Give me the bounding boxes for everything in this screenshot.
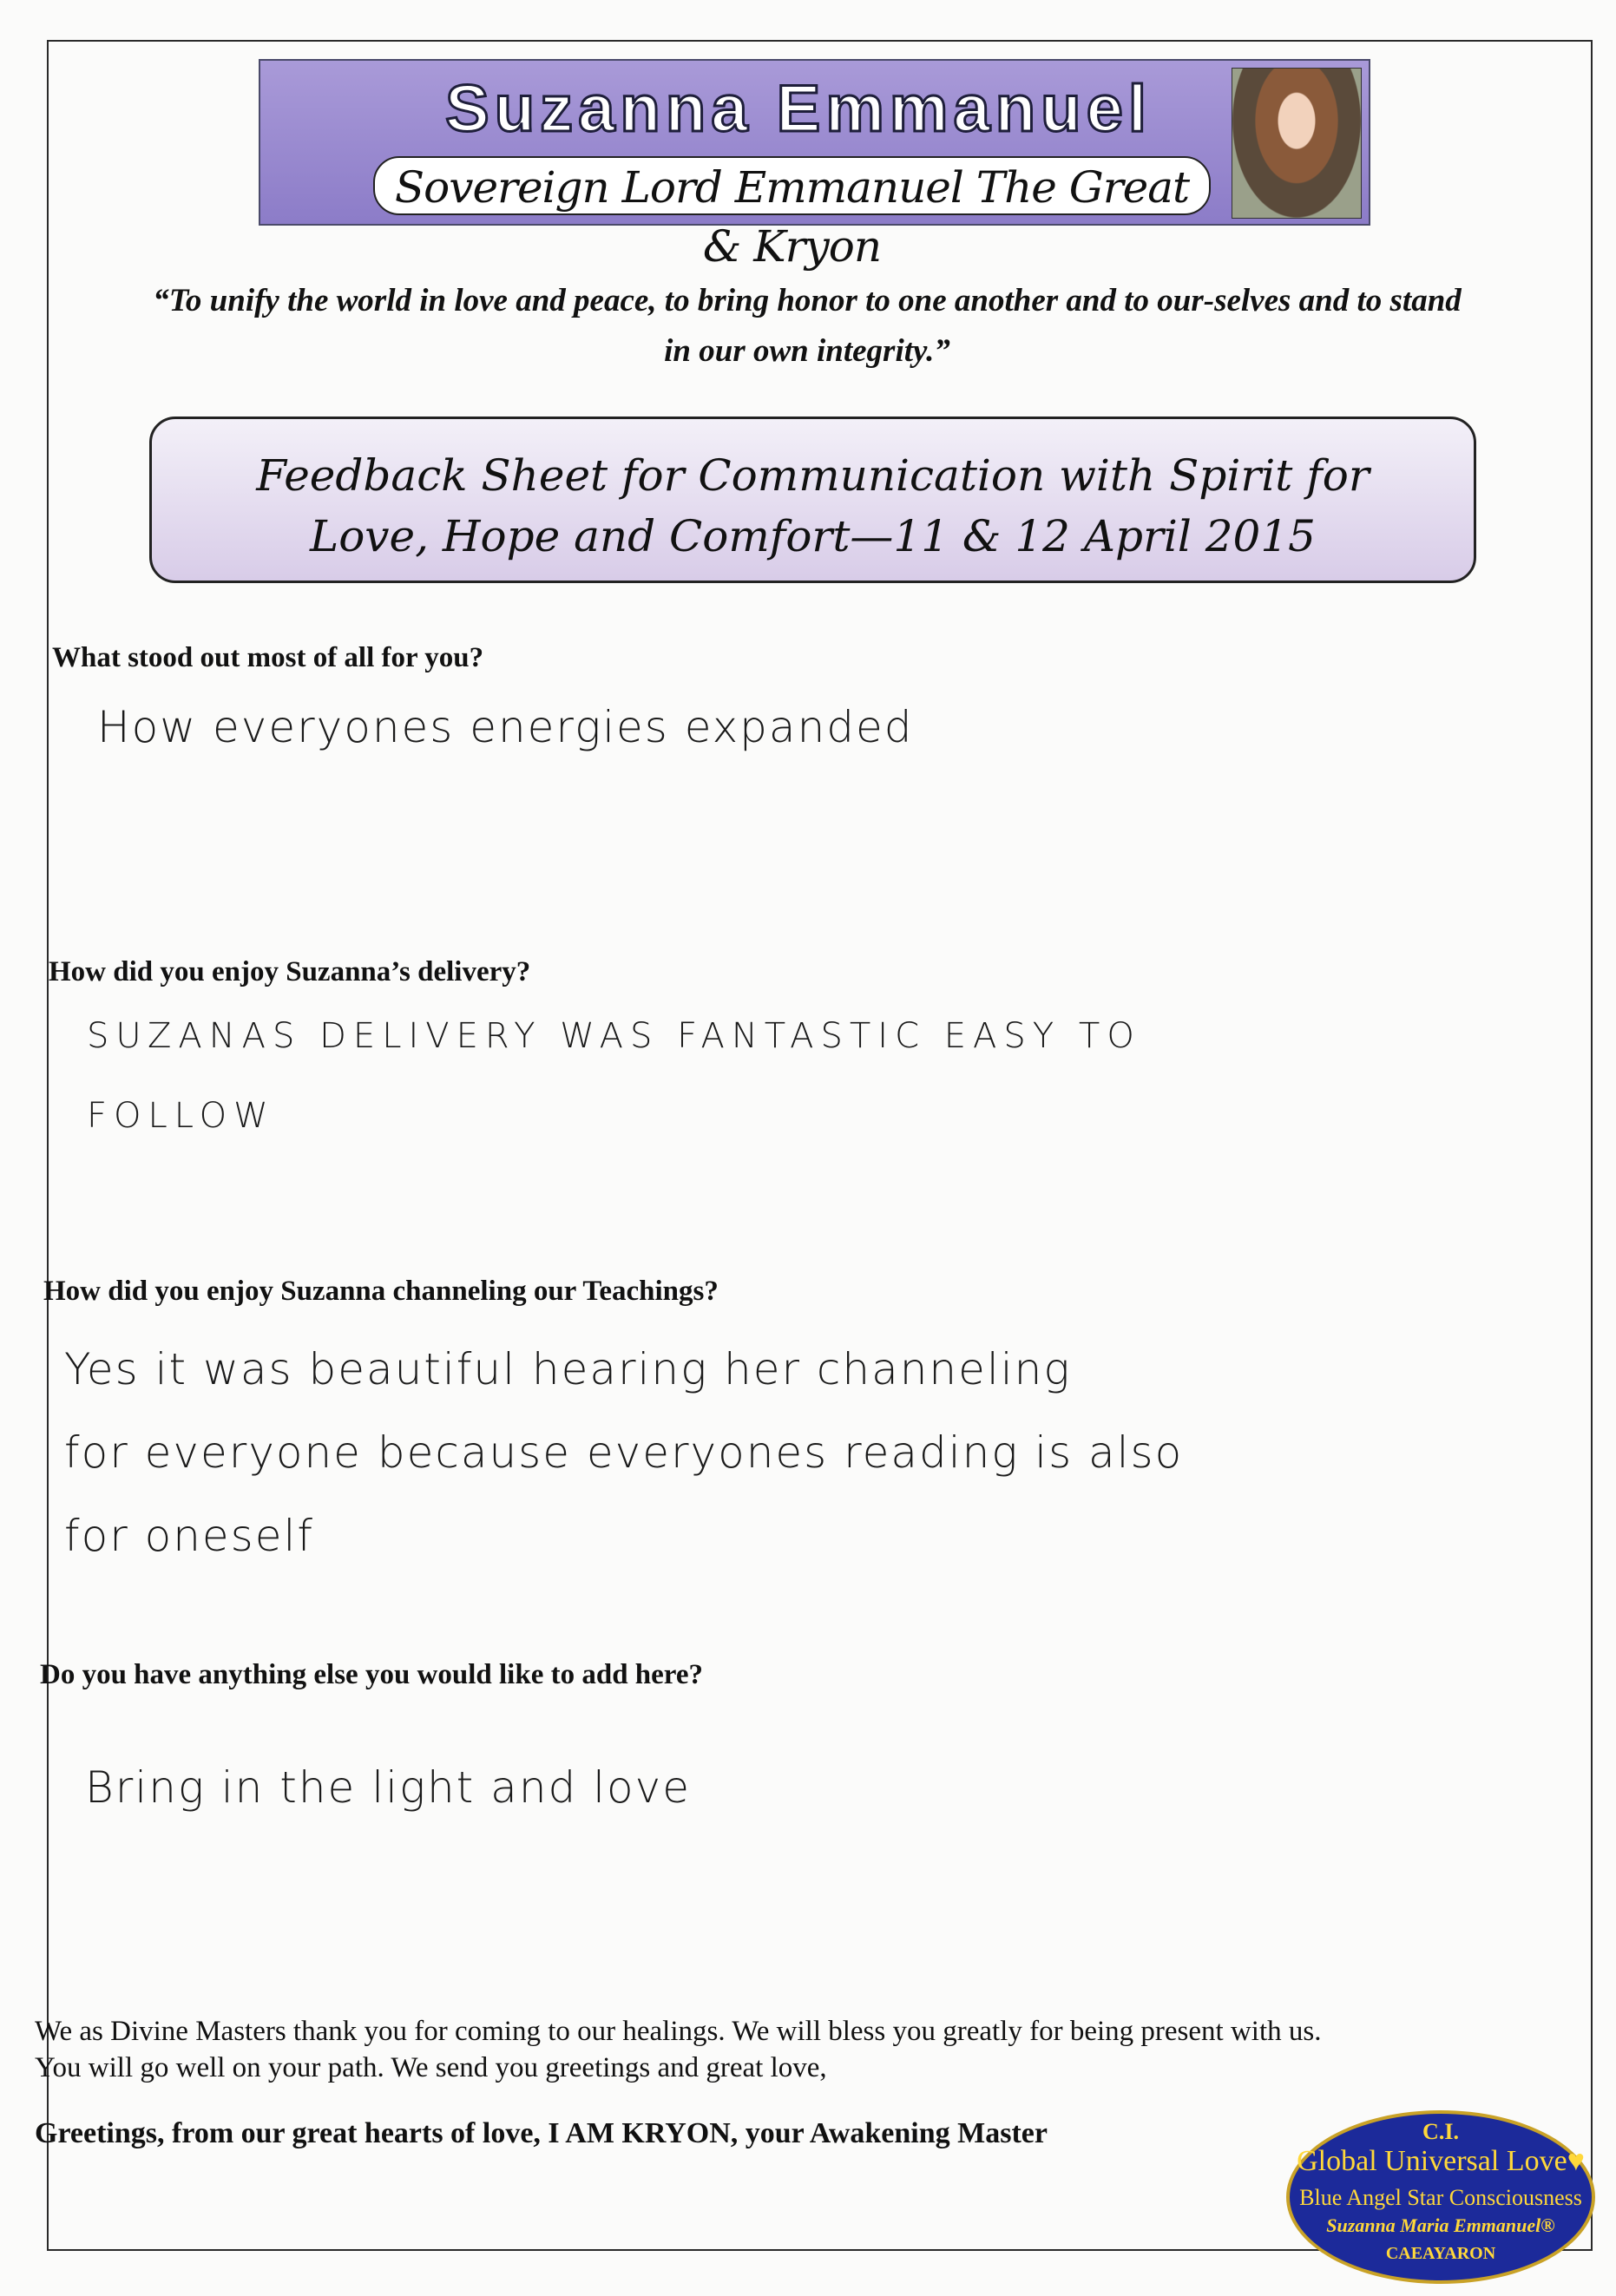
sheet-title-line-1: Feedback Sheet for Communication with Spirit for <box>256 450 1370 501</box>
seal-line-1: C.I. <box>1422 2119 1459 2144</box>
question-1: What stood out most of all for you? <box>52 642 484 673</box>
sheet-title <box>152 445 1474 567</box>
answer-2-line-2: FOLLOW <box>87 1096 275 1136</box>
question-3: How did you enjoy Suzanna channeling our Teachings? <box>43 1276 719 1307</box>
portrait-photo <box>1232 68 1362 219</box>
answer-3-line-3: for oneself <box>64 1511 314 1561</box>
closing-message <box>35 2013 1580 2086</box>
answer-1-line-1: How everyones energies expanded <box>97 702 914 752</box>
closing-line-1: We as Divine Masters thank you for coming to our healings. We will bless you greatly for being present with us. <box>35 2016 1322 2047</box>
motto: “To unify the world in love and peace, to bring honor to one another and to our-selves and to stand in our own integrity.” <box>153 283 1462 369</box>
answer-3-line-2: for everyone because everyones reading is also <box>64 1427 1184 1478</box>
answer-2-line-1: SUZANAS DELIVERY WAS FANTASTIC EASY TO <box>87 1016 1141 1056</box>
seal-line-5: CAEAYARON <box>1385 2244 1496 2263</box>
question-2: How did you enjoy Suzanna’s delivery? <box>49 956 531 987</box>
answer-1 <box>97 686 914 769</box>
header-banner <box>259 59 1370 272</box>
seal-line-4: Suzanna Maria Emmanuel® <box>1326 2214 1555 2236</box>
header-subtitle: Sovereign Lord Emmanuel The Great & Kryon <box>373 156 1211 215</box>
sheet-title-box <box>149 417 1476 583</box>
seal-line-3: Blue Angel Star Consciousness <box>1299 2185 1582 2210</box>
answer-3 <box>64 1328 1183 1578</box>
sheet-title-line-2: Love, Hope and Comfort—11 & 12 April 2015 <box>310 511 1316 561</box>
answer-4 <box>85 1746 691 1829</box>
question-4: Do you have anything else you would like to add here? <box>40 1659 703 1690</box>
answer-2 <box>87 996 1141 1156</box>
answer-4-line-1: Bring in the light and love <box>85 1762 691 1813</box>
seal-line-2 <box>1290 2145 1592 2178</box>
signoff: Greetings, from our great hearts of love, I AM KRYON, your Awakening Master <box>35 2117 1048 2149</box>
organization-seal <box>1286 2110 1595 2284</box>
heart-icon: ♥ <box>1567 2145 1585 2177</box>
seal-line-2-text: Global Universal Love <box>1297 2145 1567 2177</box>
header-name: Suzanna Emmanuel <box>445 72 1152 146</box>
answer-3-line-1: Yes it was beautiful hearing her channeling <box>64 1344 1072 1394</box>
closing-line-2: You will go well on your path. We send you greetings and great love, <box>35 2052 827 2083</box>
